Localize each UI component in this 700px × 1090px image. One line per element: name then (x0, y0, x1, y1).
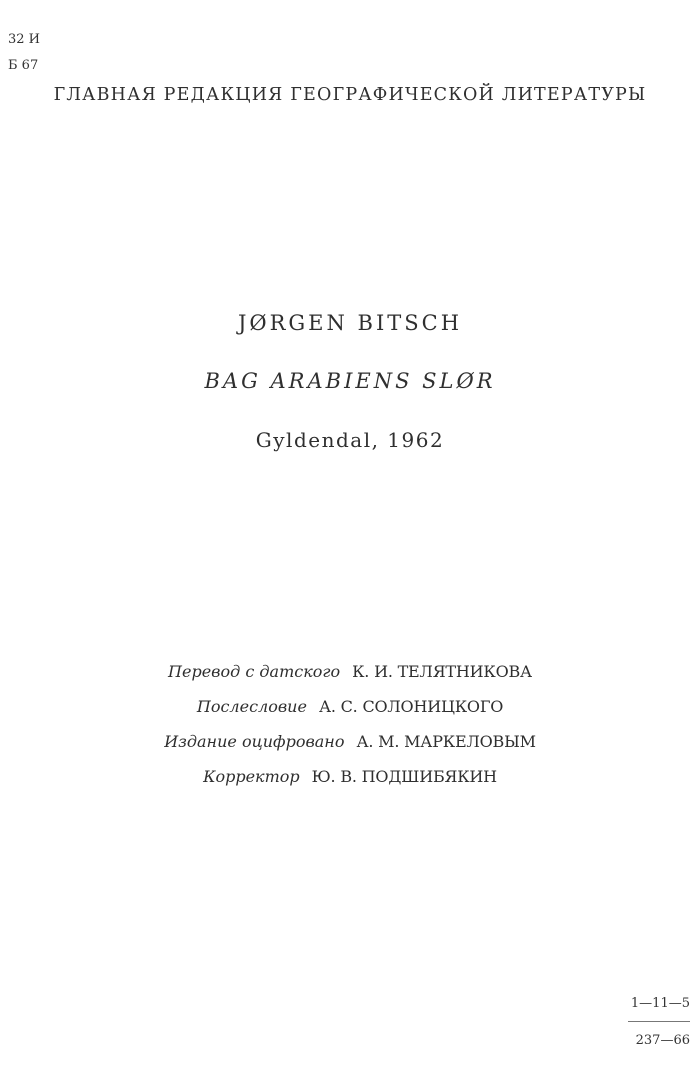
credit-line-translation (0, 662, 700, 681)
credit-role: Издание оцифровано (164, 732, 345, 751)
index-code-bottom: 237—66 (635, 1033, 690, 1048)
index-code-top: 1—11—5 (630, 996, 690, 1011)
credit-line-afterword (0, 697, 700, 716)
index-code-divider (628, 1021, 690, 1022)
credit-role: Корректор (203, 767, 300, 786)
credit-person: А. М. МАРКЕЛОВЫМ (356, 732, 536, 751)
credit-person: А. С. СОЛОНИЦКОГО (318, 697, 504, 716)
original-imprint: Gyldendal, 1962 (255, 428, 445, 452)
original-title: BAG ARABIENS SLØR (204, 369, 496, 393)
classmark-code-1: 32 И (8, 32, 41, 47)
credit-person: К. И. ТЕЛЯТНИКОВА (352, 662, 532, 681)
credit-line-digitized (0, 732, 700, 751)
credit-role: Перевод с датского (168, 662, 341, 681)
publisher-name: ГЛАВНАЯ РЕДАКЦИЯ ГЕОГРАФИЧЕСКОЙ ЛИТЕРАТУРЫ (53, 85, 647, 105)
original-author: JØRGEN BITSCH (237, 311, 463, 335)
credit-person: Ю. В. ПОДШИБЯКИН (311, 767, 497, 786)
classmark-code-2: Б 67 (8, 58, 39, 73)
credit-line-proofreader (0, 767, 700, 786)
credit-role: Послесловие (196, 697, 307, 716)
